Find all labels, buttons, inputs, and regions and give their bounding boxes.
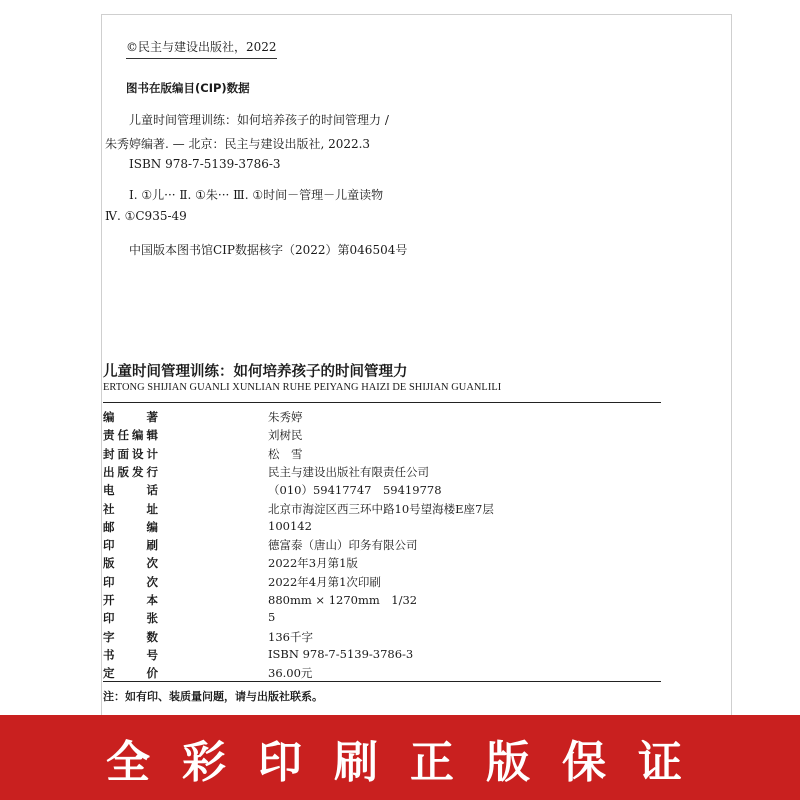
info-label: 出版发行 [103,464,158,479]
info-label: 印 张 [103,611,158,626]
info-label: 封面设计 [103,446,158,461]
quality-note: 注：如有印、装质量问题，请与出版社联系。 [103,690,323,703]
info-value: （010）59417747 59419778 [268,483,442,498]
cip-classification: Ⅰ. ①儿··· Ⅱ. ①朱··· Ⅲ. ①时间－管理－儿童读物 [129,188,384,202]
info-label: 字 数 [103,629,158,644]
info-value: ISBN 978-7-5139-3786-3 [268,646,414,661]
info-value: 100142 [268,518,312,533]
info-value: 刘树民 [268,428,303,443]
info-value: 2022年4月第1次印刷 [268,574,381,589]
cip-isbn: ISBN 978-7-5139-3786-3 [129,157,281,171]
cip-heading: 图书在版编目(CIP)数据 [126,81,250,95]
info-label: 印 刷 [103,538,158,553]
cip-classification: Ⅳ. ①C935-49 [105,209,187,223]
info-value: 民主与建设出版社有限责任公司 [268,464,429,479]
info-value: 德富泰（唐山）印务有限公司 [268,538,418,553]
divider [103,681,661,682]
info-label: 编 著 [103,410,158,424]
info-label: 书 号 [103,647,158,662]
copyright-line: ©民主与建设出版社，2022 [126,38,277,59]
book-title-pinyin: ERTONG SHIJIAN GUANLI XUNLIAN RUHE PEIYANG HAIZI DE SHIJIAN GUANLILI [103,382,502,393]
info-label: 定 价 [103,666,158,681]
info-value: 880mm × 1270mm 1/32 [268,593,418,607]
cip-record-number: 中国版本图书馆CIP数据核字（2022）第046504号 [129,243,408,257]
info-label: 责任编辑 [103,428,158,443]
info-value: 北京市海淀区西三环中路10号望海楼E座7层 [268,501,494,516]
info-value: 松 雪 [268,446,303,461]
info-value: 朱秀婷 [268,410,303,424]
info-label: 印 次 [103,574,158,589]
divider [103,402,661,403]
info-value: 136千字 [268,629,313,644]
info-value: 36.00元 [268,666,313,681]
cip-line: 朱秀婷编著. — 北京：民主与建设出版社, 2022.3 [105,137,371,151]
info-value: 5 [268,610,276,625]
info-value: 2022年3月第1版 [268,556,358,571]
cip-line: 儿童时间管理训练：如何培养孩子的时间管理力 / [129,113,389,127]
info-label: 电 话 [103,483,158,498]
info-label: 社 址 [103,501,158,516]
promo-banner [0,715,800,800]
info-label: 版 次 [103,556,158,571]
info-label: 开 本 [103,593,158,607]
banner-text: 全彩印刷正版保证 [106,736,714,788]
book-title: 儿童时间管理训练：如何培养孩子的时间管理力 [103,364,408,380]
info-label: 邮 编 [103,519,158,534]
